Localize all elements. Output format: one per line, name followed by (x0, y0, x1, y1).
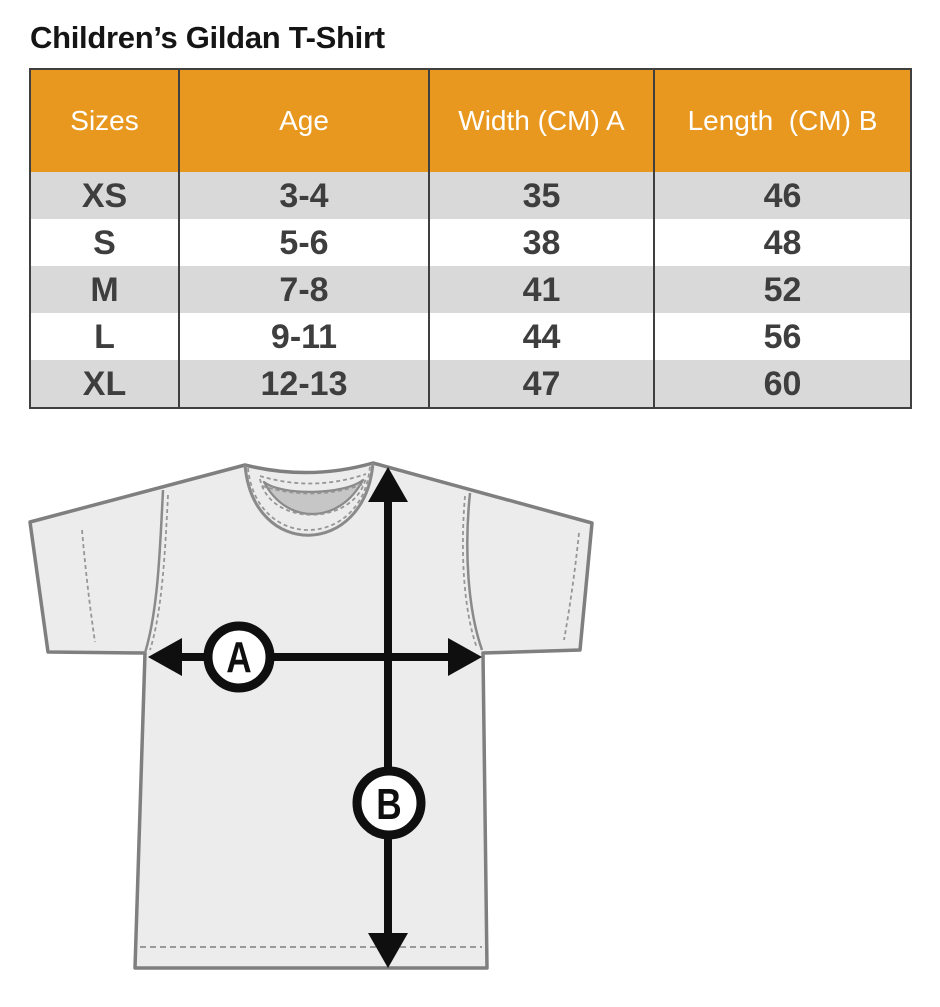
table-row (30, 313, 911, 360)
header-length: Length (CM) B (654, 69, 911, 172)
tshirt-outline (30, 463, 592, 968)
cell-size: M (30, 266, 179, 313)
page-title: Children’s Gildan T-Shirt (30, 20, 385, 55)
header-sizes: Sizes (30, 69, 179, 172)
cell-age: 7-8 (179, 266, 429, 313)
cell-size: S (30, 219, 179, 266)
cell-age: 5-6 (179, 219, 429, 266)
header-age: Age (179, 69, 429, 172)
cell-width: 35 (429, 172, 654, 219)
table-header-row (30, 69, 911, 172)
cell-size: L (30, 313, 179, 360)
width-label: A (226, 633, 252, 682)
cell-width: 38 (429, 219, 654, 266)
cell-length: 60 (654, 360, 911, 408)
cell-length: 46 (654, 172, 911, 219)
length-label: B (376, 780, 402, 829)
cell-age: 12-13 (179, 360, 429, 408)
cell-width: 41 (429, 266, 654, 313)
table-row (30, 266, 911, 313)
cell-size: XS (30, 172, 179, 219)
table-row (30, 360, 911, 408)
size-chart-table (29, 68, 912, 409)
cell-length: 56 (654, 313, 911, 360)
table-row (30, 172, 911, 219)
cell-width: 44 (429, 313, 654, 360)
width-label-badge (208, 626, 270, 688)
table-row (30, 219, 911, 266)
cell-age: 3-4 (179, 172, 429, 219)
length-label-badge (357, 771, 421, 835)
cell-size: XL (30, 360, 179, 408)
cell-length: 52 (654, 266, 911, 313)
cell-age: 9-11 (179, 313, 429, 360)
header-width: Width (CM) A (429, 69, 654, 172)
tshirt-diagram-svg (20, 450, 640, 995)
tshirt-measurement-diagram (20, 450, 640, 995)
cell-length: 48 (654, 219, 911, 266)
cell-width: 47 (429, 360, 654, 408)
